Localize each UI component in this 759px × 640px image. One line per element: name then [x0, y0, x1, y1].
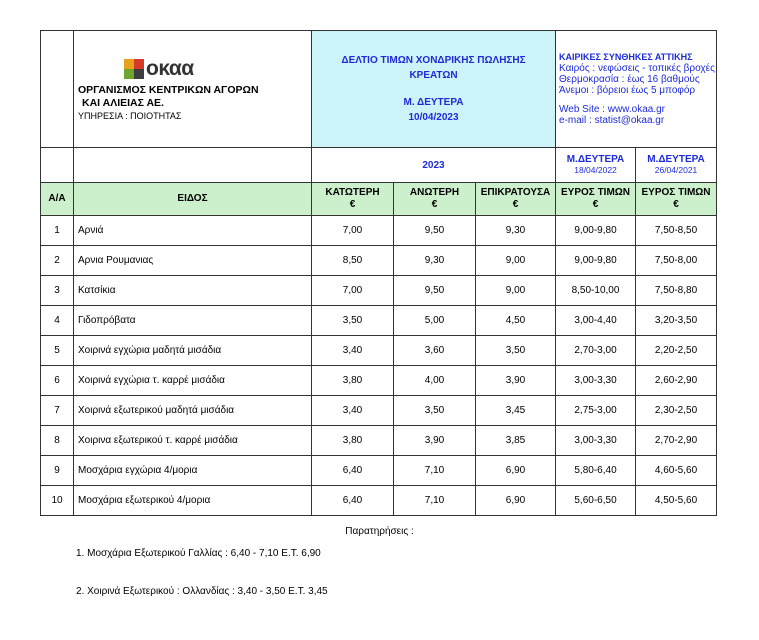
- row-prevailing: 3,50: [476, 336, 556, 366]
- row-high: 4,00: [394, 366, 476, 396]
- row-item: Γιδοπρόβατα: [74, 306, 312, 336]
- row-item: Χοιρινά εξωτερικού μαδητά μισάδια: [74, 396, 312, 426]
- compare-2021-cell: [636, 148, 717, 183]
- year-label: 2023: [312, 148, 556, 183]
- row-range-2022: 2,70-3,00: [556, 336, 636, 366]
- col-high-label: ΑΝΩΤΕΡΗ: [409, 187, 460, 198]
- table-row: [41, 306, 717, 336]
- notes-title: Παρατηρήσεις :: [345, 526, 414, 537]
- table-row: [41, 276, 717, 306]
- row-range-2021: 4,60-5,60: [636, 456, 717, 486]
- row-number: 1: [41, 216, 74, 246]
- compare-2022-day: Μ.ΔΕΥΤΕΡΑ: [566, 154, 625, 165]
- row-range-2022: 5,80-6,40: [556, 456, 636, 486]
- row-high: 7,10: [394, 456, 476, 486]
- row-item: Χοιρινά εγχώρια τ. καρρέ μισάδια: [74, 366, 312, 396]
- year-row-blank-2: [74, 148, 312, 183]
- col-range-2021: [636, 183, 717, 216]
- col-aa: Α/Α: [41, 183, 74, 216]
- row-range-2021: 2,70-2,90: [636, 426, 717, 456]
- table-row: [41, 396, 717, 426]
- row-range-2021: 2,60-2,90: [636, 366, 717, 396]
- row-high: 9,30: [394, 246, 476, 276]
- row-range-2022: 5,60-6,50: [556, 486, 636, 516]
- row-number: 10: [41, 486, 74, 516]
- row-high: 3,60: [394, 336, 476, 366]
- bulletin-title-cell: [312, 31, 556, 148]
- org-name-line1: ΟΡΓΑΝΙΣΜΟΣ ΚΕΝΤΡΙΚΩΝ ΑΓΟΡΩΝ: [78, 84, 259, 96]
- row-range-2021: 7,50-8,80: [636, 276, 717, 306]
- row-number: 5: [41, 336, 74, 366]
- price-bulletin-table: [40, 30, 717, 516]
- table-row: [41, 216, 717, 246]
- row-number: 3: [41, 276, 74, 306]
- row-range-2021: 2,20-2,50: [636, 336, 717, 366]
- compare-2021-date: 26/04/2021: [654, 165, 698, 175]
- col-high: [394, 183, 476, 216]
- compare-2022-date: 18/04/2022: [574, 165, 617, 175]
- weather-sky: Καιρός : νεφώσεις - τοπικές βροχές: [559, 63, 715, 74]
- table-row: [41, 456, 717, 486]
- row-range-2022: 3,00-4,40: [556, 306, 636, 336]
- weather-wind: Άνεμοι : βόρειοι έως 5 μποφόρ: [559, 85, 696, 96]
- col-low-label: ΚΑΤΩΤΕΡΗ: [325, 187, 380, 198]
- row-high: 7,10: [394, 486, 476, 516]
- row-range-2021: 3,20-3,50: [636, 306, 717, 336]
- logo-mark-icon: [124, 59, 144, 79]
- weather-title: ΚΑΙΡΙΚΕΣ ΣΥΝΘΗΚΕΣ ΑΤΤΙΚΗΣ: [559, 52, 693, 62]
- table-row: [41, 366, 717, 396]
- org-name-line2: ΚΑΙ ΑΛΙΕΙΑΣ ΑΕ.: [82, 97, 164, 109]
- row-number: 2: [41, 246, 74, 276]
- title-day: Μ. ΔΕΥΤΕΡΑ: [403, 97, 464, 108]
- row-prevailing: 9,00: [476, 276, 556, 306]
- currency-symbol: €: [512, 199, 519, 210]
- row-range-2021: 7,50-8,00: [636, 246, 717, 276]
- row-item: Χοιρινά εγχώρια μαδητά μισάδια: [74, 336, 312, 366]
- weather-cell: [556, 31, 717, 148]
- currency-symbol: €: [431, 199, 438, 210]
- col-range2-label: ΕΥΡΟΣ ΤΙΜΩΝ: [641, 187, 711, 198]
- email: e-mail : statist@okaa.gr: [559, 115, 665, 126]
- row-number: 4: [41, 306, 74, 336]
- logo-text: οκαα: [146, 57, 194, 80]
- title-line2: ΚΡΕΑΤΩΝ: [409, 70, 458, 81]
- currency-symbol: €: [592, 199, 599, 210]
- row-prevailing: 6,90: [476, 456, 556, 486]
- row-high: 3,90: [394, 426, 476, 456]
- row-range-2021: 7,50-8,50: [636, 216, 717, 246]
- row-prevailing: 4,50: [476, 306, 556, 336]
- row-low: 6,40: [312, 456, 394, 486]
- row-item: Μοσχάρια εγχώρια 4/μορια: [74, 456, 312, 486]
- row-prevailing: 9,00: [476, 246, 556, 276]
- row-number: 6: [41, 366, 74, 396]
- row-item: Κατσίκια: [74, 276, 312, 306]
- weather-temp: Θερμοκρασία : έως 16 βαθμούς: [559, 74, 700, 85]
- row-low: 3,40: [312, 396, 394, 426]
- row-range-2022: 3,00-3,30: [556, 426, 636, 456]
- compare-2021-day: Μ.ΔΕΥΤΕΡΑ: [647, 154, 705, 165]
- row-item: Μοσχάρια εξωτερικού 4/μορια: [74, 486, 312, 516]
- col-item: ΕΙΔΟΣ: [74, 183, 312, 216]
- row-prevailing: 3,45: [476, 396, 556, 426]
- row-prevailing: 3,85: [476, 426, 556, 456]
- row-high: 3,50: [394, 396, 476, 426]
- col-low: [312, 183, 394, 216]
- col-range1-label: ΕΥΡΟΣ ΤΙΜΩΝ: [561, 187, 631, 198]
- row-low: 7,00: [312, 216, 394, 246]
- row-low: 8,50: [312, 246, 394, 276]
- row-item: Χοιρινα εξωτερικού τ. καρρέ μισάδια: [74, 426, 312, 456]
- table-row: [41, 246, 717, 276]
- row-high: 5,00: [394, 306, 476, 336]
- row-range-2022: 3,00-3,30: [556, 366, 636, 396]
- table-row: [41, 486, 717, 516]
- org-service: ΥΠΗΡΕΣΙΑ : ΠΟΙΟΤΗΤΑΣ: [78, 111, 182, 121]
- note-2: 2. Χοιρινά Εξωτερικού : Ολλανδίας : 3,40 - 3,50 Ε.Τ. 3,45: [76, 586, 328, 597]
- organization-cell: [74, 31, 312, 148]
- col-range-2022: [556, 183, 636, 216]
- row-low: 3,80: [312, 426, 394, 456]
- header-blank-cell: [41, 31, 74, 148]
- row-low: 3,80: [312, 366, 394, 396]
- row-number: 9: [41, 456, 74, 486]
- row-range-2021: 2,30-2,50: [636, 396, 717, 426]
- compare-2022-cell: [556, 148, 636, 183]
- title-date: 10/04/2023: [408, 112, 459, 123]
- row-low: 7,00: [312, 276, 394, 306]
- row-number: 8: [41, 426, 74, 456]
- row-prevailing: 6,90: [476, 486, 556, 516]
- col-prevailing: [476, 183, 556, 216]
- row-range-2022: 9,00-9,80: [556, 216, 636, 246]
- col-prevailing-label: ΕΠΙΚΡΑΤΟΥΣΑ: [480, 187, 551, 198]
- currency-symbol: €: [349, 199, 356, 210]
- row-number: 7: [41, 396, 74, 426]
- currency-symbol: €: [673, 199, 679, 210]
- row-prevailing: 3,90: [476, 366, 556, 396]
- note-1: 1. Μοσχάρια Εξωτερικού Γαλλίας : 6,40 - 7,10 Ε.Τ. 6,90: [76, 548, 321, 559]
- title-line1: ΔΕΛΤΙΟ ΤΙΜΩΝ ΧΟΝΔΡΙΚΗΣ ΠΩΛΗΣΗΣ: [341, 55, 526, 66]
- row-high: 9,50: [394, 276, 476, 306]
- row-range-2022: 2,75-3,00: [556, 396, 636, 426]
- row-range-2021: 4,50-5,60: [636, 486, 717, 516]
- row-prevailing: 9,30: [476, 216, 556, 246]
- row-range-2022: 9,00-9,80: [556, 246, 636, 276]
- row-low: 3,50: [312, 306, 394, 336]
- year-row-blank-1: [41, 148, 74, 183]
- row-range-2022: 8,50-10,00: [556, 276, 636, 306]
- row-high: 9,50: [394, 216, 476, 246]
- row-low: 3,40: [312, 336, 394, 366]
- table-row: [41, 426, 717, 456]
- row-item: Αρνιά: [74, 216, 312, 246]
- web-site: Web Site : www.okaa.gr: [559, 104, 665, 115]
- okaa-logo: [124, 57, 311, 81]
- table-row: [41, 336, 717, 366]
- row-item: Αρνια Ρουμανιας: [74, 246, 312, 276]
- row-low: 6,40: [312, 486, 394, 516]
